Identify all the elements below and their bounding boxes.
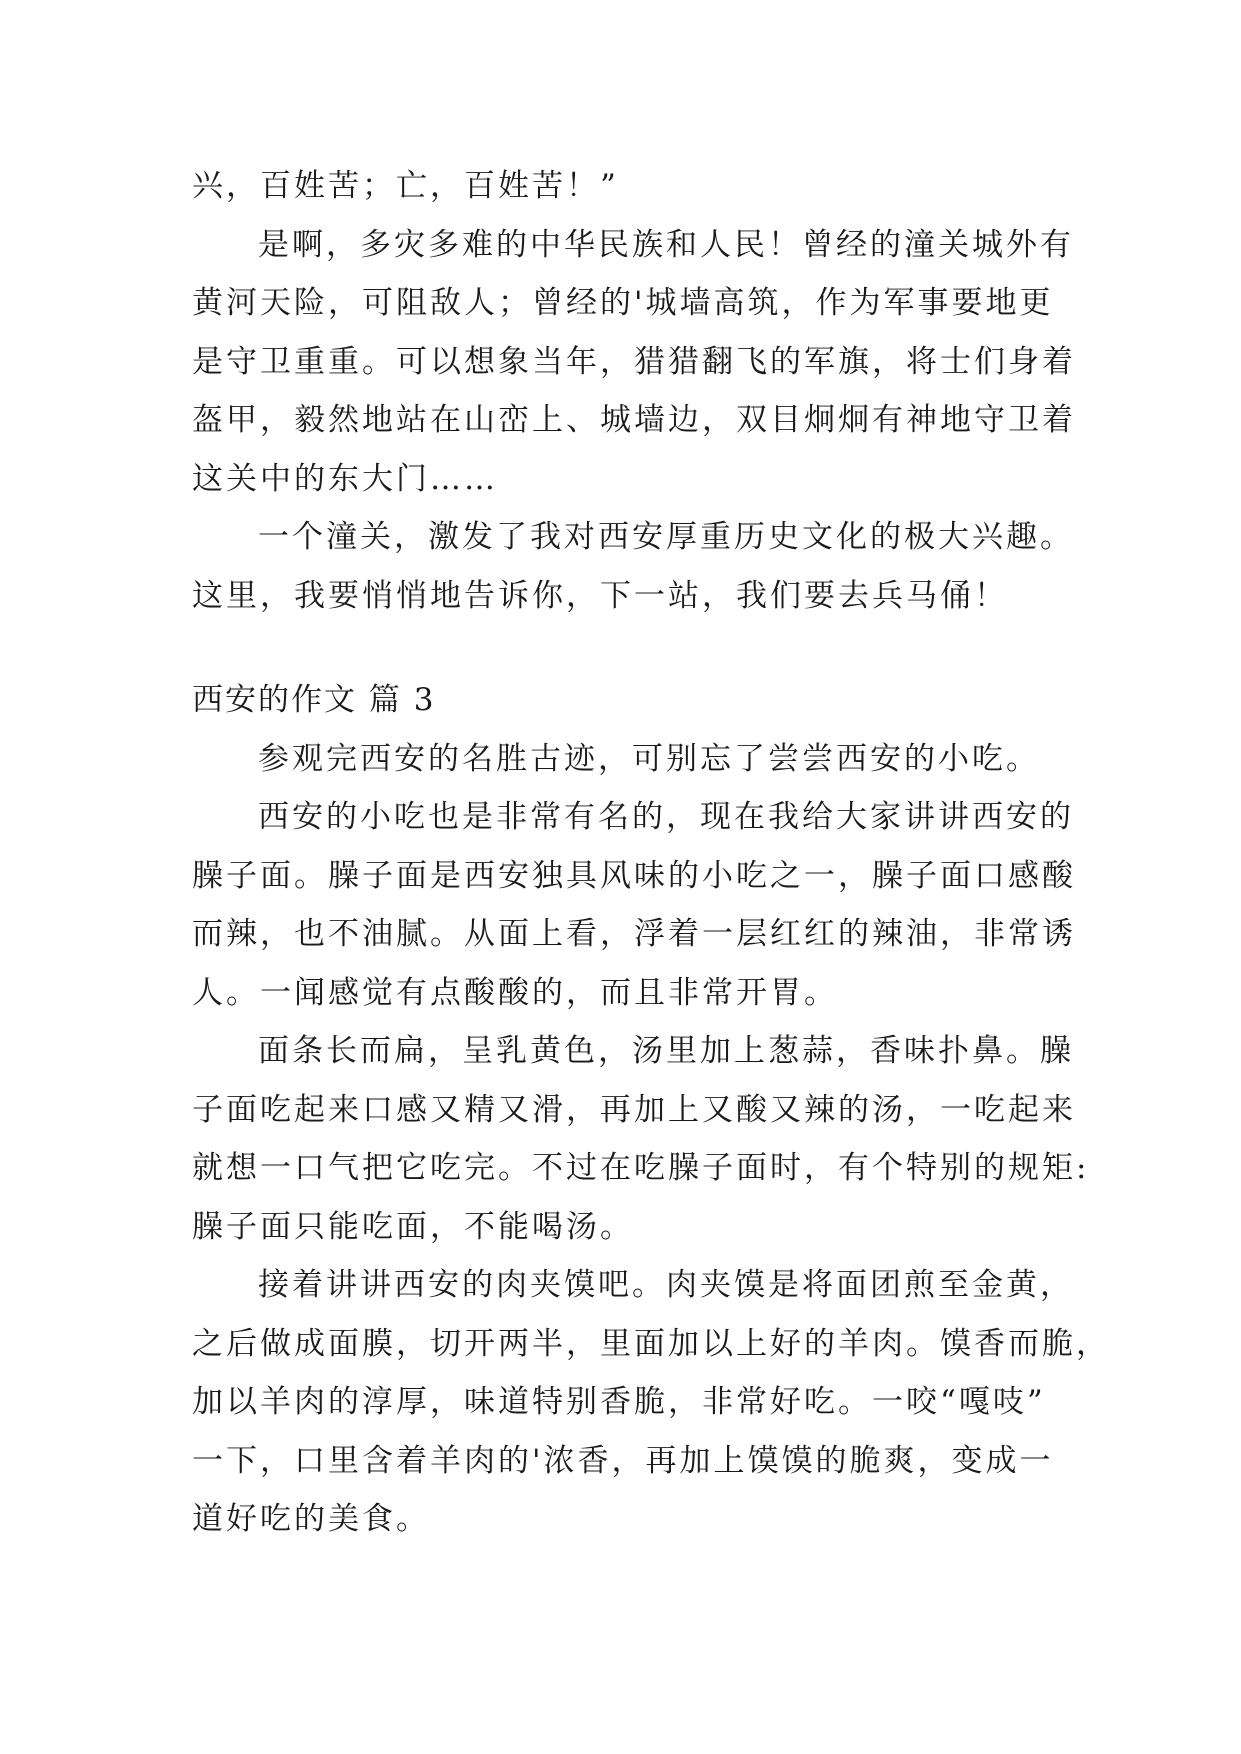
text-line: 而辣，也不油腻。从面上看，浮着一层红红的辣油，非常诱: [192, 916, 1076, 952]
document-body: [192, 157, 1110, 1549]
text-line: 兴，百姓苦；亡，百姓苦！”: [192, 168, 619, 204]
text-line: 之后做成面膜，切开两半，里面加以上好的羊肉。馍香而脆，: [192, 1325, 1110, 1362]
text-line: 这里，我要悄悄地告诉你，下一站，我们要去兵马俑！: [192, 577, 1008, 614]
paragraph-start-line: 是啊，多灾多难的中华民族和人民！曾经的潼关城外有: [258, 226, 1074, 263]
text-line: 一下，口里含着羊肉的'浓香，再加上馍馍的脆爽，变成一: [192, 1442, 1054, 1479]
text-line: 加以羊肉的淳厚，味道特别香脆，非常好吃。一咬“嘎吱”: [192, 1384, 1046, 1420]
text-line: 子面吃起来口感又精又滑，再加上又酸又辣的汤，一吃起来: [192, 1091, 1076, 1128]
text-line: 臊子面只能吃面，不能喝汤。: [192, 1208, 634, 1245]
section-gap: [192, 625, 1072, 671]
text-line: 盔甲，毅然地站在山峦上、城墙边，双目炯炯有神地守卫着: [192, 402, 1076, 438]
paragraph-start-line: 接着讲讲西安的肉夹馍吧。肉夹馍是将面团煎至金黄，: [258, 1267, 1074, 1303]
text-line: 是守卫重重。可以想象当年，猎猎翻飞的军旗，将士们身着: [192, 343, 1076, 380]
paragraph-start-line: 参观完西安的名胜古迹，可别忘了尝尝西安的小吃。: [258, 740, 1040, 777]
text-line: 黄河天险，可阻敌人；曾经的'城墙高筑，作为军事要地更: [192, 285, 1054, 321]
section-title: 西安的作文 篇 3: [192, 682, 436, 718]
paragraph-start-line: 面条长而扁，呈乳黄色，汤里加上葱蒜，香味扑鼻。臊: [258, 1033, 1074, 1069]
text-line: 臊子面。臊子面是西安独具风味的小吃之一，臊子面口感酸: [192, 857, 1076, 894]
paragraph-start-line: 西安的小吃也是非常有名的，现在我给大家讲讲西安的: [258, 799, 1074, 835]
text-line: 人。一闻感觉有点酸酸的，而且非常开胃。: [192, 974, 838, 1011]
text-line: 这关中的东大门……: [192, 460, 498, 497]
paragraph-start-line: 一个潼关，激发了我对西安厚重历史文化的极大兴趣。: [258, 519, 1074, 555]
text-line: 道好吃的美食。: [192, 1501, 430, 1537]
text-line: 就想一口气把它吃完。不过在吃臊子面时，有个特别的规矩:: [192, 1150, 1090, 1186]
